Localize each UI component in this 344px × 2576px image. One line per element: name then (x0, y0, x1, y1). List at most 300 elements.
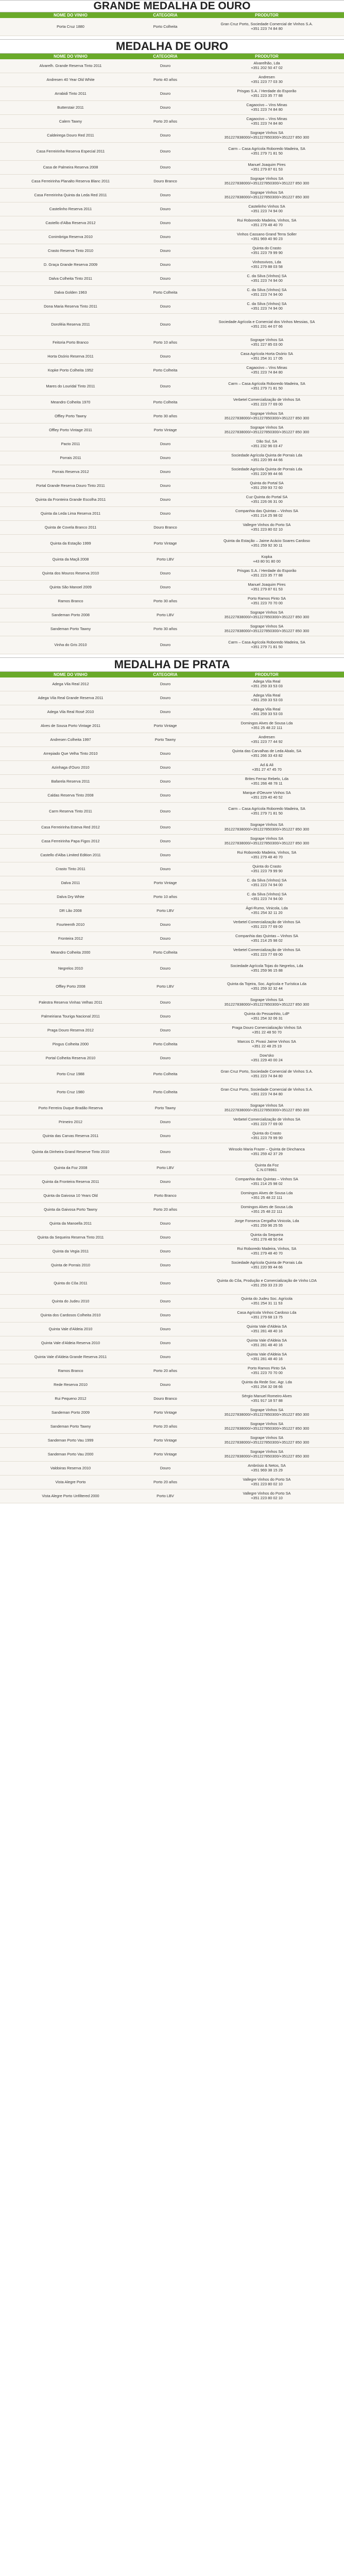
table-row (0, 1161, 344, 1175)
wine-producer (190, 1392, 344, 1405)
wine-producer (190, 479, 344, 493)
producer-contact: 351227838000/+351227850300/+351227 850 300 (224, 1426, 309, 1431)
wine-producer (190, 761, 344, 774)
producer-name: Domingos Alves de Sousa Lda (240, 721, 293, 726)
wine-category: Porto 20 años (153, 1423, 178, 1429)
column-header-category: CATEGORIA (153, 54, 178, 59)
wine-name: Porto Ferreira Duque Bradão Reserva (38, 1105, 103, 1110)
wine-name: Sandeman Porto Tawny (50, 1423, 91, 1429)
producer-contact: +351 259 96 15 88 (251, 968, 283, 973)
producer-contact: +351 223 80 02 10 (251, 1482, 283, 1486)
wine-producer (190, 821, 344, 834)
producer-contact: +351 223 74 94 00 (251, 883, 283, 887)
wine-name: Quinta da Sequeira Reserva Tinto 2011 (37, 1234, 104, 1240)
producer-name: Manuel Joaquim Pires (248, 582, 286, 587)
wine-producer (190, 272, 344, 285)
producer-name: Cuz Quinta do Portal SA (246, 495, 288, 500)
wine-name: DR Lão 2008 (59, 908, 82, 913)
wine-producer (190, 465, 344, 479)
table-row (0, 978, 344, 996)
wine-producer (190, 216, 344, 230)
wine-category: Douro (160, 751, 171, 756)
producer-name: Ad & Ali (260, 762, 273, 768)
producer-contact: +351 279 71 81 50 (251, 645, 283, 649)
producer-name: Vallegre Vinhos do Porto SA (243, 522, 291, 528)
table-body-prata (0, 677, 344, 1503)
wine-category: Porto 20 años (153, 1207, 178, 1212)
producer-name: Sogrape Vinhos SA (250, 1449, 284, 1454)
table-row (0, 1038, 344, 1052)
producer-name: Cagaocivo – Vins Minas (246, 116, 287, 122)
wine-category: Douro (160, 570, 171, 575)
producer-contact: +351 969 40 90 23 (251, 236, 283, 241)
wine-name: Quinta da Gaivosa Porto Tawny (44, 1207, 97, 1212)
table-row (0, 1420, 344, 1434)
producer-name: Sociedade Agrícola Tojas do Negrelos, Lda (230, 963, 303, 969)
producer-name: Quinta do Judeu Soc. Agrícola (241, 1296, 293, 1301)
wine-category: Porto 20 años (153, 1368, 178, 1373)
producer-contact: +351 259 33 23 20 (251, 1283, 283, 1287)
wine-name: Casa Ferreirinha Quinta da Leda Red 2011 (34, 192, 107, 197)
column-header-row (0, 54, 344, 59)
wine-category: Douro (160, 999, 171, 1005)
producer-name: Verbetel Comercialização de Vinhos SA (233, 1117, 301, 1122)
wine-producer (190, 608, 344, 622)
wine-name: Offley Porto Vintage 2011 (49, 427, 92, 432)
producer-contact: +351 279 87 61 53 (251, 587, 283, 591)
table-row (0, 350, 344, 364)
wine-category: Douro (160, 276, 171, 281)
table-row (0, 143, 344, 161)
producer-contact: +351 27 47 45 70 (252, 767, 282, 772)
table-row (0, 996, 344, 1010)
producer-name: Companhia das Quintas – Vinhos SA (235, 509, 298, 514)
table-row (0, 129, 344, 143)
wine-name: Primeiro 2012 (58, 1119, 82, 1124)
producer-contact: +351 279 48 40 70 (251, 223, 283, 227)
wine-name: Casa Ferreirinha Reserva Especial 2011 (36, 148, 105, 154)
producer-name: Sogrape Vinhos SA (250, 130, 284, 135)
table-row (0, 1350, 344, 1364)
wine-category: Douro (160, 1119, 171, 1124)
table-row (0, 1273, 344, 1295)
wine-producer (190, 918, 344, 931)
table-row (0, 216, 344, 230)
wine-category: Douro (160, 1354, 171, 1359)
wine-name: Porta Cruz 1880 (57, 24, 84, 29)
producer-contact: +351 223 74 84 80 (251, 1092, 283, 1096)
table-row (0, 1476, 344, 1489)
wine-name: Adega Vila Real 2012 (52, 681, 89, 686)
wine-name: Dalva Golden 1963 (54, 290, 87, 295)
wine-name: Quinta São Manoel 2009 (49, 584, 92, 589)
producer-contact: 351227838000/+351227850300/+351227 850 300 (224, 1108, 309, 1112)
table-row (0, 364, 344, 378)
wine-name: Quinta da Manoella 2011 (49, 1221, 92, 1226)
wine-name: Castello d'Alba Limited Edition 2011 (40, 852, 101, 857)
producer-contact: +351 254 32 08 66 (251, 1384, 283, 1389)
table-row (0, 202, 344, 216)
producer-contact: +351 223 79 99 90 (251, 250, 283, 255)
wine-producer (190, 314, 344, 335)
wine-producer (190, 705, 344, 719)
wine-producer (190, 175, 344, 188)
wine-category: Douro (160, 192, 171, 197)
producer-contact: +351 223 70 70 00 (251, 1370, 283, 1375)
producer-contact: 351227838000/+351227850300/+351227 850 300 (224, 1412, 309, 1417)
table-row (0, 1083, 344, 1101)
producer-contact: +351 223 80 02 10 (251, 527, 283, 532)
producer-contact: +351 279 71 81 50 (251, 811, 283, 816)
wine-category: Douro (160, 584, 171, 589)
producer-contact: C.N.078961 (256, 1167, 277, 1172)
producer-name: Sogrape Vinhos SA (250, 1408, 284, 1413)
table-row (0, 1115, 344, 1129)
producer-name: Gran Cruz Porto, Sociedade Comercial de Vinhos S.A. (220, 22, 313, 27)
wine-producer (190, 1295, 344, 1308)
producer-name: Praga Douro Comercialização Vinhos SA (232, 1025, 302, 1030)
wine-category: Douro (160, 220, 171, 225)
wine-producer (190, 300, 344, 313)
wine-producer (190, 862, 344, 876)
producer-contact: +351 223 77 44 92 (251, 739, 283, 744)
wine-producer (190, 73, 344, 87)
producer-name: Andresen (259, 75, 275, 80)
wine-producer (190, 1350, 344, 1364)
wine-category: Porto 20 años (153, 1479, 178, 1484)
wine-name: Portal Colheita Reserva 2010 (45, 1055, 96, 1060)
producer-name: Adega Vila Real (253, 679, 281, 684)
table-row (0, 567, 344, 581)
table-row (0, 479, 344, 493)
wine-producer (190, 1448, 344, 1461)
wine-category: Douro (160, 91, 171, 96)
table-row (0, 960, 344, 978)
table-row (0, 1065, 344, 1083)
wine-name: Vista Alegre Porto Unfiltered 2000 (42, 1493, 99, 1498)
producer-contact: +351 25 48 22 111 (251, 1209, 283, 1214)
wine-producer (190, 258, 344, 272)
table-row (0, 1434, 344, 1448)
table-row (0, 423, 344, 437)
producer-contact: +351 281 48 40 16 (251, 1329, 283, 1333)
wine-producer (190, 946, 344, 959)
producer-contact: +351 281 48 40 16 (251, 1343, 283, 1347)
wine-category: Douro (160, 1340, 171, 1345)
wine-category: Douro (160, 511, 171, 516)
wine-category: Douro (160, 1280, 171, 1285)
wine-category: Douro (160, 778, 171, 784)
producer-name: Porto Ramos Pinto SA (248, 1366, 286, 1371)
wine-name: Alves de Sousa Porto Vintage 2011 (40, 723, 100, 728)
producer-name: Verbetel Comercialização de Vinhos SA (233, 397, 301, 402)
table-row (0, 1489, 344, 1503)
wine-category: Douro (160, 206, 171, 211)
wine-category: Porto 40 años (153, 77, 178, 82)
producer-name: Sogrape Vinhos SA (250, 997, 284, 1003)
wine-category: Porto Vintage (153, 880, 177, 885)
wine-name: Porto Cruz 1980 (57, 1089, 84, 1094)
wine-producer (190, 691, 344, 705)
wine-category: Porto Vintage (153, 723, 177, 728)
wine-category: Douro (160, 483, 171, 488)
wine-name: Palestra Reserva Vinhas Velhas 2011 (39, 999, 102, 1005)
wine-category: Douro (160, 936, 171, 941)
producer-name: Carm – Casa Agrícola Roboredo Madeira, SA (228, 640, 305, 645)
wine-producer (190, 1406, 344, 1419)
wine-name: Arrepiado Que Velha Tinto 2010 (43, 751, 98, 756)
wine-name: Palmeiriana Touriga Nacional 2011 (41, 1013, 100, 1019)
producer-contact: +351 214 25 98 02 (251, 1181, 283, 1186)
table-row (0, 553, 344, 567)
wine-name: Quinta da Gaivosa 10 Years Old (43, 1193, 98, 1198)
wine-name: Feitoria Porto Branco (53, 340, 89, 345)
producer-contact: +351 254 31 17 05 (251, 356, 283, 361)
wine-category: Douro (160, 63, 171, 68)
producer-name: Quinta Vale d'Aldeia SA (246, 1324, 287, 1329)
wine-name: Dalva Colheita Tinto 2011 (48, 276, 93, 281)
wine-name: Ramos Branco (58, 598, 83, 603)
wine-producer (190, 336, 344, 349)
wine-name: Butterstair 2011 (57, 105, 84, 110)
wine-category: Porto Branco (154, 1193, 177, 1198)
wine-name: Adega Vila Real Grande Reserva 2011 (38, 695, 104, 700)
producer-contact: +351 259 42 37 29 (251, 1151, 283, 1156)
wine-category: Douro (160, 321, 171, 327)
wine-producer (190, 803, 344, 820)
wine-name: Portal Grande Reserva Douro Tinto 2011 (36, 483, 105, 488)
producer-name: Verbetel Comercialização de Vinhos SA (233, 947, 301, 953)
wine-category: Douro (160, 164, 171, 170)
wine-category: Douro (160, 1465, 171, 1470)
wine-producer (190, 189, 344, 202)
table-row (0, 314, 344, 336)
producer-name: Domingos Alves de Sousa Lda (240, 1191, 293, 1196)
table-row (0, 1217, 344, 1231)
producer-name: C. da Silva (Vinhos) SA (247, 892, 287, 897)
producer-name: Jorge Fonseca Cergalha Vinicola, Lda (234, 1218, 299, 1224)
wine-name: Bafarela Reserva 2011 (51, 778, 90, 784)
wine-name: Alvarelh. Grande Reserva Tinto 2011 (39, 63, 102, 68)
producer-contact: +351 254 31 11 53 (251, 1301, 283, 1306)
wine-category: Douro (160, 1382, 171, 1387)
producer-name: Sogrape Vinhos SA (250, 822, 284, 827)
table-row (0, 636, 344, 654)
producer-contact: +351 259 93 72 60 (251, 485, 283, 490)
wine-category: Porto Colheita (153, 1089, 178, 1094)
producer-name: Prisgas S.A. / Herdade do Esporão (237, 568, 297, 573)
wine-name: Andresen Colheita 1997 (50, 737, 91, 742)
producer-name: Quinta da Foz (254, 1163, 279, 1168)
wine-producer (190, 1434, 344, 1447)
wine-category: Porto 30 años (153, 626, 178, 631)
producer-name: Vinhosvivos, Lda (252, 260, 281, 265)
wine-name: Caldeirega Douro Red 2011 (47, 132, 94, 138)
table-row (0, 835, 344, 849)
table-row (0, 521, 344, 535)
wine-name: Quinta da Fronteira Reserva 2011 (42, 1179, 99, 1184)
producer-name: Winsolo Maria Frazer – Quinta de Dinchanca (229, 1147, 305, 1152)
producer-name: Quinta do Crasto (252, 1131, 281, 1136)
wine-name: Dalva Dry White (57, 894, 84, 899)
table-row (0, 1101, 344, 1115)
producer-contact: +351 259 33 53 03 (251, 698, 283, 702)
producer-name: Castelinho Vinhos SA (248, 204, 285, 209)
table-row (0, 410, 344, 423)
wine-category: Douro (160, 353, 171, 359)
table-row (0, 230, 344, 244)
table-row (0, 890, 344, 904)
wine-producer (190, 996, 344, 1009)
table-row (0, 396, 344, 410)
wine-name: Carm Reserva Tinto 2011 (49, 808, 92, 814)
wine-category: Douro (160, 1149, 171, 1154)
wine-name: Quinta Vale d'Aldeia Grande Reserva 2011 (34, 1354, 107, 1359)
wine-category: Douro (160, 765, 171, 770)
producer-contact: +351 917 18 57 88 (251, 1398, 283, 1403)
producer-name: Dão Sul, SA (256, 439, 278, 444)
wine-category: Douro (160, 1298, 171, 1303)
producer-name: Sogrape Vinhos SA (250, 190, 284, 195)
producer-contact: +43 80 91 80 00 (253, 559, 281, 564)
producer-name: Gran Cruz Porto, Sociedade Comercial de Vinhos S.A. (220, 1069, 313, 1074)
producer-contact: +351 266 33 43 82 (251, 753, 283, 758)
producer-contact: +351 22 48 50 70 (252, 1030, 282, 1035)
producer-contact: +351 223 74 94 00 (251, 209, 283, 213)
table-row (0, 1295, 344, 1309)
producer-contact: 351227838000/+351227850300/+351227 850 300 (224, 841, 309, 845)
producer-contact: +351 259 33 53 03 (251, 711, 283, 716)
producer-name: Quinta do Pessanhito, LdP (244, 1011, 289, 1016)
wine-producer (190, 1309, 344, 1322)
table-row (0, 918, 344, 932)
producer-contact: +351 259 33 53 03 (251, 684, 283, 688)
producer-name: Companhia das Quintas – Vinhos SA (235, 1177, 298, 1182)
wine-category: Douro (160, 383, 171, 388)
producer-name: Quinta da Rede Soc. Agr. Lda (242, 1380, 292, 1385)
producer-name: Sociedade Agrícola e Comercial dos Vinhos Messias, SA (218, 319, 315, 325)
producer-name: Sogrape Vinhos SA (250, 411, 284, 416)
wine-category: Douro Branco (153, 1396, 177, 1401)
producer-contact: +351 22 48 25 19 (252, 1044, 282, 1048)
wine-category: Porto Colheita (153, 950, 178, 955)
producer-name: Carm – Casa Agrícola Roboredo Madeira, SA (228, 146, 305, 151)
wine-category: Douro (160, 497, 171, 502)
producer-contact: +351 202 50 47 02 (251, 65, 283, 70)
wine-name: Quinta da Maçã 2008 (52, 556, 89, 562)
table-row (0, 608, 344, 622)
wine-producer (190, 904, 344, 918)
producer-contact: +351 223 80 02 10 (251, 1496, 283, 1500)
wine-producer (190, 1273, 344, 1294)
producer-contact: +351 223 74 84 80 (251, 370, 283, 375)
wine-producer (190, 18, 344, 36)
table-row (0, 849, 344, 862)
medalha-prata-section (0, 657, 344, 1503)
wine-name: Sandeman Porto Vau 1999 (47, 1437, 94, 1443)
table-row (0, 1245, 344, 1259)
wine-category: Porto LBV (157, 1493, 174, 1498)
wine-producer (190, 1083, 344, 1101)
wine-name: Crasto Reserva Tinto 2010 (48, 248, 93, 253)
table-row (0, 677, 344, 691)
wine-producer (190, 622, 344, 636)
table-row (0, 1231, 344, 1245)
producer-contact: +351 259 92 30 11 (251, 543, 283, 548)
producer-name: Quinta da Sequeira (250, 1232, 283, 1238)
wine-producer (190, 364, 344, 377)
grande-medalha-section (0, 0, 344, 36)
producer-name: Verbetel Comercialização de Vinhos SA (233, 920, 301, 925)
wine-producer (190, 1323, 344, 1336)
producer-name: Quinta das Carvalhas de Leda Abalo, SA (232, 749, 302, 754)
producer-name: Cagaocivo – Vins Minas (246, 103, 287, 108)
table-row (0, 161, 344, 175)
wine-name: Quinta do Judeu 2010 (51, 1298, 90, 1303)
wine-producer (190, 535, 344, 552)
producer-contact: +351 223 74 84 80 (251, 26, 283, 31)
wine-name: Andresen 40 Year Old White (46, 77, 95, 82)
wine-producer (190, 1101, 344, 1115)
wine-category: Douro (160, 824, 171, 829)
table-row (0, 1448, 344, 1462)
wine-category: Porto Vintage (153, 427, 177, 432)
producer-name: Andresen (259, 735, 275, 740)
producer-contact: +351 223 70 70 00 (251, 601, 283, 605)
producer-contact: +351 220 99 44 66 (251, 471, 283, 476)
table-body-grande (0, 18, 344, 36)
wine-producer (190, 835, 344, 848)
wine-category: Porto LBV (157, 612, 174, 617)
wine-category: Douro (160, 866, 171, 871)
wine-name: Quinta da Vegia 2011 (52, 1248, 89, 1253)
wine-category: Douro (160, 1055, 171, 1060)
table-row (0, 1052, 344, 1065)
table-row (0, 1143, 344, 1161)
table-row (0, 73, 344, 87)
producer-name: Prisgas S.A. / Herdade do Esporão (237, 89, 297, 94)
wine-category: Douro (160, 132, 171, 138)
column-header-producer: PRODUTOR (255, 54, 279, 59)
producer-contact: +351 969 38 15 29 (251, 1468, 283, 1472)
wine-producer (190, 677, 344, 691)
wine-category: Porto 30 años (153, 598, 178, 603)
producer-contact: +351 227 85 03 00 (251, 342, 283, 347)
wine-producer (190, 1378, 344, 1392)
wine-category: Porto Colheita (153, 1041, 178, 1046)
wine-category: Porto 20 años (153, 118, 178, 124)
wine-name: Quinta das Carvas Reserva 2011 (42, 1133, 99, 1138)
wine-category: Douro (160, 441, 171, 446)
wine-category: Douro (160, 1179, 171, 1184)
wine-producer (190, 507, 344, 520)
wine-name: Rui Pequeno 2012 (55, 1396, 87, 1401)
producer-contact: 351227838000/+351227850300/+351227 850 300 (224, 827, 309, 832)
table-row (0, 87, 344, 101)
wine-name: Meandro Colheita 1970 (50, 399, 91, 404)
wine-producer (190, 960, 344, 977)
producer-name: Ambrósio & Netos, SA (248, 1463, 286, 1468)
wine-producer (190, 719, 344, 733)
table-row (0, 946, 344, 960)
wine-category: Porto Tawny (154, 1105, 176, 1110)
wine-category: Douro (160, 1234, 171, 1240)
wine-producer (190, 143, 344, 160)
table-row (0, 1175, 344, 1189)
table-row (0, 761, 344, 775)
producer-name: Sociedade Agrícola Quinta de Porrais Lda (231, 453, 302, 458)
wine-name: Quinta da Estação 1999 (50, 540, 91, 546)
